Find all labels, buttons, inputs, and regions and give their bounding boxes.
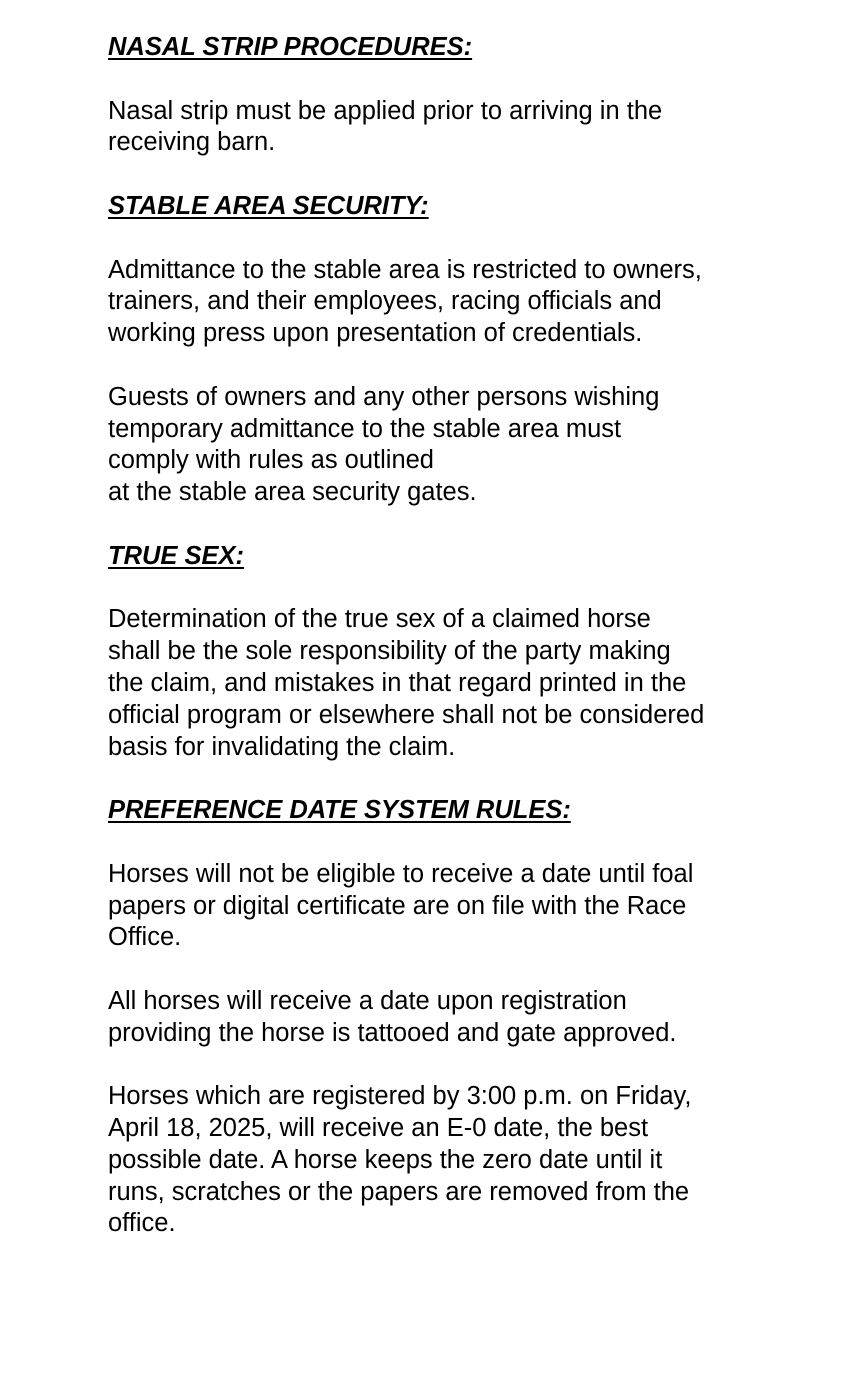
section-heading: STABLE AREA SECURITY: <box>108 191 429 220</box>
section-paragraph: Horses which are registered by 3:00 p.m. on Friday, April 18, 2025, will receive an E-0 date, the best possible date. A horse keeps the zero date until it runs, scratches or the papers are removed from the office. <box>108 1082 692 1238</box>
section-paragraph: Nasal strip must be applied prior to arriving in the receiving barn. <box>108 96 663 157</box>
document-page <box>108 32 828 1240</box>
section-nasal-strip <box>108 32 828 159</box>
section-heading: TRUE SEX: <box>108 541 245 570</box>
section-heading: NASAL STRIP PROCEDURES: <box>108 33 473 61</box>
section-paragraph: Determination of the true sex of a claimed horse shall be the sole responsibility of the party making the claim, and mistakes in that regard printed in the official program or elsewhere shall not be considered basis for invalidating the claim. <box>108 605 705 761</box>
section-paragraph: Admittance to the stable area is restricted to owners, trainers, and their employees, racing officials and working press upon presentation of credentials. <box>108 255 702 348</box>
section-paragraph: Guests of owners and any other persons wishing temporary admittance to the stable area must comply with rules as outlined at the stable area security gates. <box>108 382 660 507</box>
section-stable-area-security <box>108 191 828 509</box>
section-heading: PREFERENCE DATE SYSTEM RULES: <box>108 796 571 825</box>
section-preference-date-system <box>108 795 828 1240</box>
section-paragraph: All horses will receive a date upon registration providing the horse is tattooed and gate approved. <box>108 986 677 1047</box>
section-true-sex <box>108 541 828 764</box>
section-paragraph: Horses will not be eligible to receive a date until foal papers or digital certificate are on file with the Race Office. <box>108 859 694 952</box>
